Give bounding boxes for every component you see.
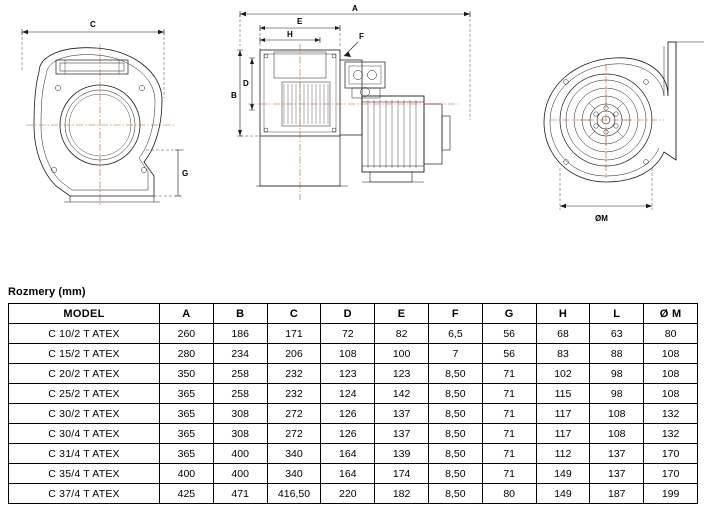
- table-row: [9, 424, 698, 444]
- cell-d: 123: [321, 364, 375, 384]
- cell-f: 8,50: [428, 424, 482, 444]
- table-row: [9, 484, 698, 504]
- cell-e: 123: [375, 364, 429, 384]
- cell-d: 126: [321, 404, 375, 424]
- cell-model: C 35/4 T ATEX: [9, 464, 160, 484]
- col-header-f: F: [428, 304, 482, 324]
- cell-e: 139: [375, 444, 429, 464]
- cell-e: 82: [375, 324, 429, 344]
- cell-l: 108: [590, 404, 644, 424]
- cell-diameter-m: 108: [644, 384, 698, 404]
- cell-g: 71: [482, 364, 536, 384]
- cell-a: 400: [160, 464, 214, 484]
- col-header-b: B: [213, 304, 267, 324]
- cell-e: 182: [375, 484, 429, 504]
- cell-h: 102: [536, 364, 590, 384]
- cell-g: 71: [482, 424, 536, 444]
- col-header-a: A: [160, 304, 214, 324]
- cell-model: C 37/4 T ATEX: [9, 484, 160, 504]
- dimensions-section: [8, 286, 704, 504]
- cell-e: 142: [375, 384, 429, 404]
- cell-g: 56: [482, 344, 536, 364]
- cell-h: 149: [536, 464, 590, 484]
- cell-diameter-m: 108: [644, 344, 698, 364]
- cell-d: 164: [321, 444, 375, 464]
- cell-b: 400: [213, 464, 267, 484]
- cell-g: 80: [482, 484, 536, 504]
- table-row: [9, 464, 698, 484]
- cell-model: C 20/2 T ATEX: [9, 364, 160, 384]
- cell-d: 220: [321, 484, 375, 504]
- cell-l: 187: [590, 484, 644, 504]
- cell-model: C 10/2 T ATEX: [9, 324, 160, 344]
- cell-f: 8,50: [428, 464, 482, 484]
- cell-b: 308: [213, 404, 267, 424]
- cell-h: 117: [536, 424, 590, 444]
- cell-h: 68: [536, 324, 590, 344]
- cell-b: 258: [213, 364, 267, 384]
- cell-diameter-m: 170: [644, 464, 698, 484]
- cell-c: 340: [267, 444, 321, 464]
- dim-label-d: D: [243, 79, 249, 88]
- table-row: [9, 364, 698, 384]
- cell-c: 340: [267, 464, 321, 484]
- cell-diameter-m: 199: [644, 484, 698, 504]
- col-header-model: MODEL: [9, 304, 160, 324]
- cell-l: 137: [590, 444, 644, 464]
- table-row: [9, 444, 698, 464]
- front-left-view: [4, 0, 204, 268]
- dim-label-h: H: [287, 30, 293, 39]
- cell-f: 8,50: [428, 404, 482, 424]
- cell-e: 174: [375, 464, 429, 484]
- cell-diameter-m: 132: [644, 404, 698, 424]
- table-row: [9, 384, 698, 404]
- cell-f: 8,50: [428, 444, 482, 464]
- dim-label-a: A: [352, 4, 358, 13]
- cell-c: 171: [267, 324, 321, 344]
- col-header-h: H: [536, 304, 590, 324]
- cell-model: C 30/4 T ATEX: [9, 424, 160, 444]
- table-caption: Rozmery (mm): [8, 286, 86, 298]
- cell-a: 260: [160, 324, 214, 344]
- side-section-view: [212, 0, 492, 268]
- cell-h: 149: [536, 484, 590, 504]
- cell-f: 8,50: [428, 484, 482, 504]
- cell-g: 71: [482, 444, 536, 464]
- cell-b: 400: [213, 444, 267, 464]
- cell-diameter-m: 108: [644, 364, 698, 384]
- cell-c: 206: [267, 344, 321, 364]
- col-header-g: G: [482, 304, 536, 324]
- cell-h: 112: [536, 444, 590, 464]
- col-header-l: L: [590, 304, 644, 324]
- col-header-c: C: [267, 304, 321, 324]
- dim-label-diameter-m: ØM: [595, 214, 608, 223]
- cell-f: 7: [428, 344, 482, 364]
- cell-l: 98: [590, 364, 644, 384]
- cell-d: 108: [321, 344, 375, 364]
- col-header-d: D: [321, 304, 375, 324]
- cell-l: 108: [590, 424, 644, 444]
- cell-g: 56: [482, 324, 536, 344]
- cell-model: C 31/4 T ATEX: [9, 444, 160, 464]
- cell-c: 272: [267, 404, 321, 424]
- cell-d: 72: [321, 324, 375, 344]
- cell-diameter-m: 170: [644, 444, 698, 464]
- cell-a: 365: [160, 384, 214, 404]
- cell-h: 83: [536, 344, 590, 364]
- cell-a: 425: [160, 484, 214, 504]
- col-header-diameter-m: Ø M: [644, 304, 698, 324]
- cell-d: 124: [321, 384, 375, 404]
- cell-c: 232: [267, 364, 321, 384]
- dimensions-table: [8, 303, 698, 504]
- cell-l: 98: [590, 384, 644, 404]
- dim-label-e: E: [297, 17, 303, 26]
- cell-f: 6,5: [428, 324, 482, 344]
- cell-h: 115: [536, 384, 590, 404]
- cell-d: 164: [321, 464, 375, 484]
- cell-g: 71: [482, 384, 536, 404]
- dim-label-g: G: [182, 169, 189, 178]
- cell-b: 234: [213, 344, 267, 364]
- cell-a: 350: [160, 364, 214, 384]
- cell-f: 8,50: [428, 364, 482, 384]
- cell-e: 137: [375, 404, 429, 424]
- table-row: [9, 344, 698, 364]
- dim-label-f: F: [359, 32, 364, 41]
- dim-label-b: B: [231, 91, 237, 100]
- cell-g: 71: [482, 404, 536, 424]
- cell-diameter-m: 80: [644, 324, 698, 344]
- cell-e: 137: [375, 424, 429, 444]
- cell-l: 63: [590, 324, 644, 344]
- cell-l: 88: [590, 344, 644, 364]
- cell-b: 258: [213, 384, 267, 404]
- cell-l: 137: [590, 464, 644, 484]
- cell-a: 365: [160, 424, 214, 444]
- cell-e: 100: [375, 344, 429, 364]
- cell-g: 71: [482, 464, 536, 484]
- inlet-view: [496, 0, 708, 268]
- cell-f: 8,50: [428, 384, 482, 404]
- col-header-e: E: [375, 304, 429, 324]
- cell-c: 232: [267, 384, 321, 404]
- cell-a: 365: [160, 444, 214, 464]
- cell-d: 126: [321, 424, 375, 444]
- cell-diameter-m: 132: [644, 424, 698, 444]
- table-row: [9, 404, 698, 424]
- cell-a: 365: [160, 404, 214, 424]
- cell-model: C 30/2 T ATEX: [9, 404, 160, 424]
- cell-c: 416,50: [267, 484, 321, 504]
- cell-b: 471: [213, 484, 267, 504]
- dim-label-c: C: [90, 20, 96, 29]
- cell-a: 280: [160, 344, 214, 364]
- table-header-row: [9, 304, 698, 324]
- cell-model: C 25/2 T ATEX: [9, 384, 160, 404]
- table-row: [9, 324, 698, 344]
- cell-b: 186: [213, 324, 267, 344]
- cell-h: 117: [536, 404, 590, 424]
- cell-c: 272: [267, 424, 321, 444]
- cell-b: 308: [213, 424, 267, 444]
- cell-model: C 15/2 T ATEX: [9, 344, 160, 364]
